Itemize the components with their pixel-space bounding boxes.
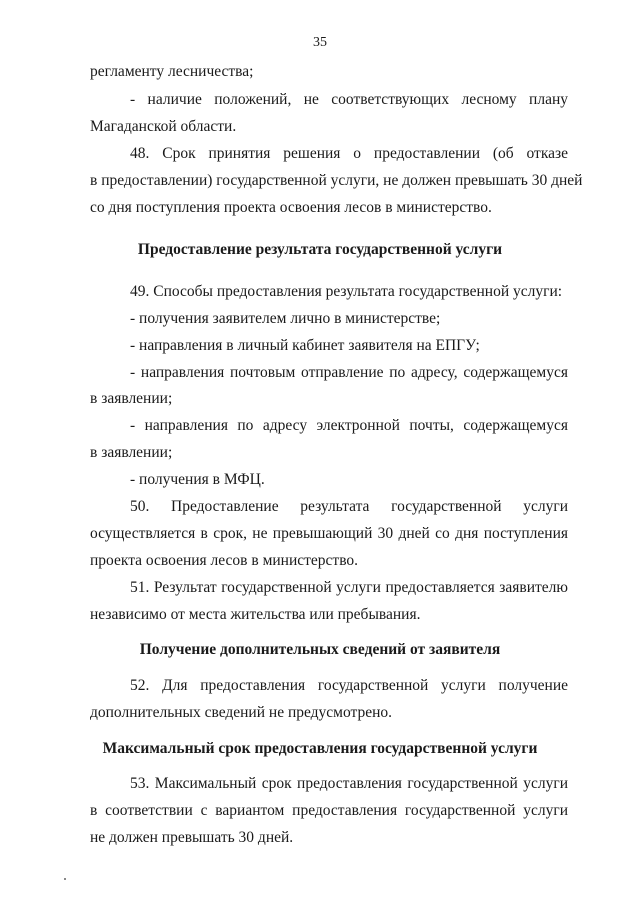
text-line: не должен превышать 30 дней. (90, 829, 294, 846)
text-line: 52. Для предоставления государственной услуги получение (130, 677, 568, 694)
text-line: осуществляется в срок, не превышающий 30 дней со дня поступления (90, 525, 568, 542)
text-line: в соответствии с вариантом предоставления государственной услуги (90, 802, 568, 819)
text-line: регламенту лесничества; (90, 63, 254, 80)
section-heading: Предоставление результата государственной услуги (137, 241, 503, 258)
text-line: со дня поступления проекта освоения лесов в министерство. (90, 199, 492, 216)
scan-speck (64, 878, 66, 880)
section-heading: Максимальный срок предоставления государственной услуги (102, 740, 538, 757)
text-line: проекта освоения лесов в министерство. (90, 552, 359, 569)
text-line: 51. Результат государственной услуги предоставляется заявителю (130, 579, 568, 596)
text-line: - направления в личный кабинет заявителя на ЕПГУ; (130, 337, 480, 354)
text-line: независимо от места жительства или пребывания. (90, 606, 421, 623)
text-line: дополнительных сведений не предусмотрено. (90, 704, 393, 721)
text-line: в предоставлении) государственной услуги, не должен превышать 30 дней (90, 172, 583, 189)
text-line: Магаданской области. (90, 118, 237, 135)
text-line: - направления почтовым отправление по адресу, содержащемуся (130, 364, 568, 381)
text-line: 48. Срок принятия решения о предоставлении (об отказе (130, 145, 568, 162)
text-line: - направления по адресу электронной почты, содержащемуся (130, 417, 568, 434)
section-heading: Получение дополнительных сведений от заявителя (139, 641, 501, 658)
text-line: 53. Максимальный срок предоставления государственной услуги (130, 775, 568, 792)
text-line: - получения заявителем лично в министерстве; (130, 310, 441, 327)
text-line: 50. Предоставление результата государственной услуги (130, 498, 568, 515)
page-number: 35 (313, 35, 327, 50)
text-line: - наличие положений, не соответствующих лесному плану (130, 91, 568, 108)
text-line: - получения в МФЦ. (130, 471, 265, 488)
text-line: в заявлении; (90, 444, 173, 461)
text-line: в заявлении; (90, 390, 173, 407)
text-line: 49. Способы предоставления результата государственной услуги: (130, 283, 563, 300)
